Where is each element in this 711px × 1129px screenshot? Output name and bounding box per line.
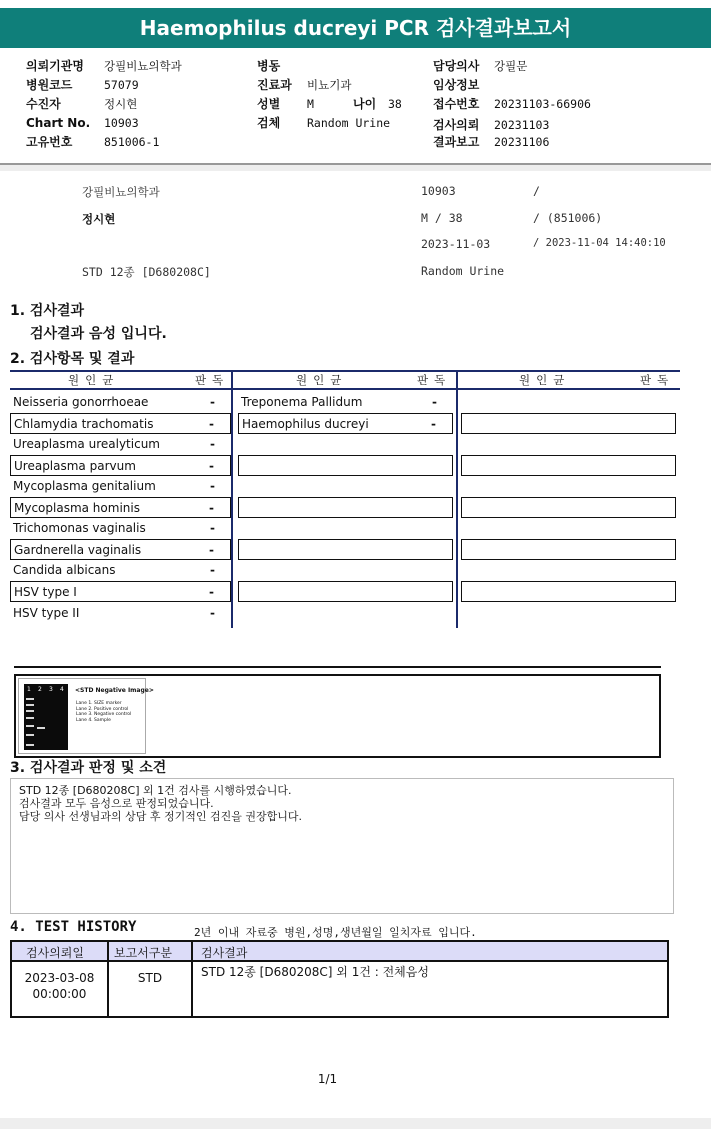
lane-number: 2 xyxy=(38,686,42,693)
gel-title: <STD Negative Image> xyxy=(75,687,154,694)
unique-no-row: 고유번호 851006-1 xyxy=(26,135,160,149)
column-divider xyxy=(456,370,458,628)
opinion-line: 검사결과 모두 음성으로 판정되었습니다. xyxy=(19,797,214,810)
header-result: 판독 xyxy=(417,373,452,387)
test-panel: STD 12종 [D680208C] xyxy=(82,265,211,279)
patient-specimen: Random Urine xyxy=(421,264,505,278)
result-row: Chlamydia trachomatis - xyxy=(10,413,231,434)
patient-sex-age: M / 38 xyxy=(421,211,463,225)
marker-band xyxy=(26,734,34,736)
section4-heading: 4. TEST HISTORY xyxy=(10,919,137,935)
marker-band xyxy=(26,710,34,712)
result-row: HSV type II - xyxy=(13,606,215,620)
empty-result-cell xyxy=(461,455,676,476)
history-type: STD xyxy=(137,971,163,985)
history-col-date: 검사의뢰일 xyxy=(26,946,84,960)
result-row: HSV type I - xyxy=(10,581,231,602)
receipt-row: 접수번호 20231103-66906 xyxy=(433,97,591,111)
patient-name: 정시현 xyxy=(82,212,116,226)
specimen-row: 검체 Random Urine xyxy=(257,116,391,130)
patient-clinic: 강필비뇨의학과 xyxy=(82,185,160,199)
positive-band xyxy=(37,727,45,729)
gel-legend-item: Lane 2. Positive control xyxy=(76,706,129,712)
empty-result-cell xyxy=(238,539,453,560)
history-result: STD 12종 [D680208C] 외 1건 : 전체음성 xyxy=(201,965,429,979)
report-datetime: / 2023-11-04 14:40:10 xyxy=(533,237,666,249)
hospital-code-row: 병원코드 57079 xyxy=(26,78,139,92)
patient-chart: 10903 xyxy=(421,184,456,198)
result-row: Mycoplasma hominis - xyxy=(10,497,231,518)
gel-image xyxy=(18,678,154,754)
patient-row: 수진자 정시현 xyxy=(26,97,138,111)
page-footer xyxy=(0,1118,711,1129)
sex-row: 성별 M 나이 38 xyxy=(257,97,402,111)
lane-number: 1 xyxy=(27,686,31,693)
header-pathogen: 원인균 xyxy=(68,373,120,387)
institution-row: 의뢰기관명 강필비뇨의학과 xyxy=(26,59,182,73)
clinical-row: 임상정보 xyxy=(433,78,480,92)
table-header-rule xyxy=(10,388,680,390)
result-row: Gardnerella vaginalis - xyxy=(10,539,231,560)
marker-band xyxy=(26,744,34,746)
marker-band xyxy=(26,725,34,727)
opinion-box xyxy=(10,778,674,914)
empty-result-cell xyxy=(461,581,676,602)
empty-result-cell xyxy=(461,497,676,518)
header-result: 판독 xyxy=(640,373,675,387)
header-shadow xyxy=(0,165,711,171)
patient-birth: / (851006) xyxy=(533,211,603,225)
image-top-rule xyxy=(14,666,661,668)
gel-legend-item: Lane 3. Negative control xyxy=(76,712,132,717)
header-result: 판독 xyxy=(195,373,230,387)
report-title: Haemophilus ducreyi PCR 검사결과보고서 xyxy=(0,8,711,48)
gel-photo xyxy=(24,684,68,750)
collect-date: 2023-11-03 xyxy=(421,237,491,251)
empty-result-cell xyxy=(461,413,676,434)
history-table xyxy=(10,940,669,1018)
empty-result-cell xyxy=(238,497,453,518)
gel-legend xyxy=(76,701,131,723)
history-col-result: 검사결과 xyxy=(201,946,248,960)
dept-row: 진료과 비뇨기과 xyxy=(257,78,352,92)
opinion-line: 담당 의사 선생님과의 상담 후 정기적인 검진을 권장합니다. xyxy=(19,810,302,823)
marker-band xyxy=(26,717,34,719)
empty-result-cell xyxy=(461,539,676,560)
request-row: 검사의뢰 20231103 xyxy=(433,118,550,132)
gel-legend-item: Lane 4. Sample xyxy=(76,717,111,723)
history-header xyxy=(12,942,667,962)
result-row: Haemophilus ducreyi - xyxy=(238,413,453,434)
result-row: Ureaplasma urealyticum - xyxy=(13,437,215,451)
result-row: Trichomonas vaginalis - xyxy=(13,521,215,535)
empty-result-cell xyxy=(238,455,453,476)
section1-heading: 1. 검사결과 xyxy=(10,303,85,319)
result-row: Mycoplasma genitalium - xyxy=(13,479,215,493)
doctor-row: 담당의사 강필문 xyxy=(433,59,528,73)
history-note: 2년 이내 자료중 병원,성명,생년월일 일치자료 입니다. xyxy=(194,926,477,939)
result-row: Treponema Pallidum - xyxy=(241,395,437,409)
lane-number: 4 xyxy=(60,686,64,693)
result-row: Neisseria gonorrhoeae - xyxy=(13,395,215,409)
lane-number: 3 xyxy=(49,686,53,693)
history-col-type: 보고서구분 xyxy=(114,946,172,960)
results-table xyxy=(10,370,680,628)
history-date: 2023-03-08 00:00:00 xyxy=(24,971,95,1001)
marker-band xyxy=(26,704,34,706)
header-pathogen: 원인균 xyxy=(296,373,348,387)
marker-band xyxy=(26,698,34,700)
gel-legend-item: Lane 1. SIZE marker xyxy=(76,701,122,706)
result-summary: 검사결과 음성 입니다. xyxy=(30,326,167,342)
result-row: Ureaplasma parvum - xyxy=(10,455,231,476)
column-divider xyxy=(231,370,233,628)
patient-slash: / xyxy=(533,184,540,198)
ward-row: 병동 xyxy=(257,59,281,73)
empty-result-cell xyxy=(238,581,453,602)
result-row: Candida albicans - xyxy=(13,563,215,577)
opinion-line: STD 12종 [D680208C] 외 1건 검사를 시행하였습니다. xyxy=(19,784,292,797)
section3-heading: 3. 검사결과 판정 및 소견 xyxy=(10,760,167,776)
history-column-divider xyxy=(191,942,193,1016)
chart-no-row: Chart No. 10903 xyxy=(26,116,139,130)
header-pathogen: 원인균 xyxy=(519,373,571,387)
section2-heading: 2. 검사항목 및 결과 xyxy=(10,351,135,367)
page-indicator: 1/1 xyxy=(317,1072,338,1086)
report-row: 결과보고 20231106 xyxy=(433,135,550,149)
